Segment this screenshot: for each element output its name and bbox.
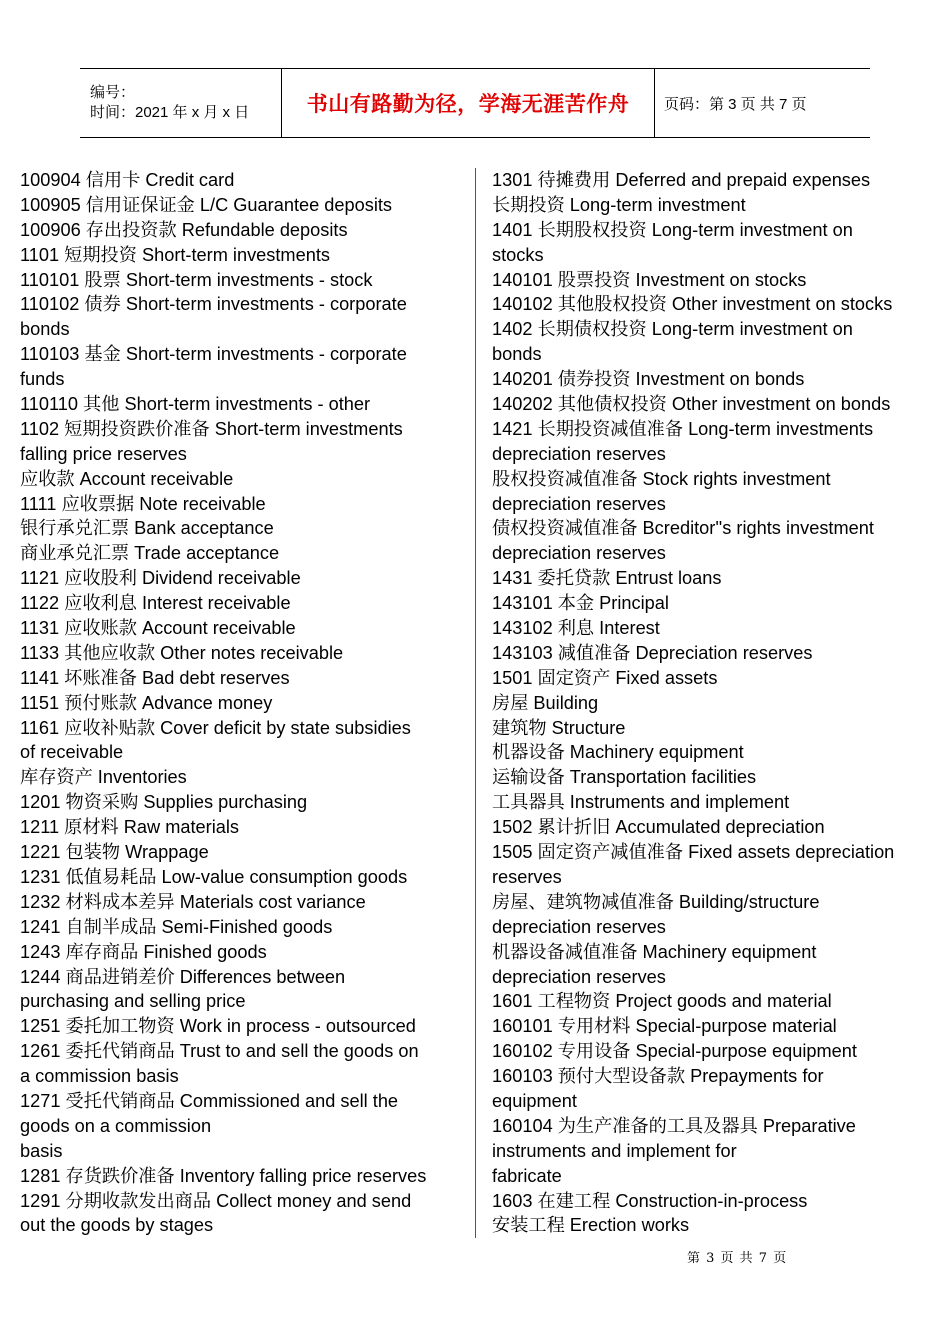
text-line: bonds [20,319,70,340]
text-line: 工具器具 Instruments and implement [492,792,790,813]
text-line: 房屋 Building [492,692,599,713]
text-line: 机器设备 Machinery equipment [492,742,744,763]
text-line: 1232 材料成本差异 Materials cost variance [20,891,366,912]
text-line: basis [20,1140,63,1161]
page-footer: 第 3 页 共 7 页 [687,1251,788,1266]
text-line: 140202 其他债权投资 Other investment on bonds [492,394,891,415]
text-line: 1401 长期股权投资 Long-term investment on [492,219,853,240]
text-line: 1402 长期债权投资 Long-term investment on [492,319,853,340]
text-line: 110103 基金 Short-term investments - corporate [20,344,407,365]
text-line: 股权投资减值准备 Stock rights investment [492,468,831,489]
text-line: 1243 库存商品 Finished goods [20,941,267,962]
text-line: 1431 委托贷款 Entrust loans [492,568,722,589]
text-line: 1603 在建工程 Construction-in-process [492,1190,808,1211]
column-divider [475,168,476,1238]
text-line: fabricate [492,1165,562,1186]
text-line: reserves [492,866,562,887]
text-line: 1201 物资采购 Supplies purchasing [20,792,308,813]
text-line: 1501 固定资产 Fixed assets [492,667,718,688]
text-line: 1101 短期投资 Short-term investments [20,244,330,265]
text-line: 143102 利息 Interest [492,618,660,639]
text-line: 1421 长期投资减值准备 Long-term investments [492,418,874,439]
text-line: 1281 存货跌价准备 Inventory falling price reserves [20,1165,427,1186]
text-line: 1122 应收利息 Interest receivable [20,593,291,614]
text-line: 1261 委托代销商品 Trust to and sell the goods on [20,1041,419,1062]
text-line: equipment [492,1090,577,1111]
document-date-label: 时间：2021 年 x 月 x 日 [90,104,250,121]
text-line: 100905 信用证保证金 L/C Guarantee deposits [20,194,393,215]
text-line: 1133 其他应收款 Other notes receivable [20,642,344,663]
text-line: 160101 专用材料 Special-purpose material [492,1016,837,1037]
text-line: bonds [492,344,542,365]
text-line: 140201 债券投资 Investment on bonds [492,369,805,390]
text-line: 1111 应收票据 Note receivable [20,493,266,514]
text-line: 160103 预付大型设备款 Prepayments for [492,1066,824,1087]
text-line: 160102 专用设备 Special-purpose equipment [492,1041,857,1062]
text-line: 商业承兑汇票 Trade acceptance [20,543,280,564]
left-column [20,168,465,1238]
text-line: 1102 短期投资跌价准备 Short-term investments [20,418,403,439]
text-line: 110101 股票 Short-term investments - stock [20,269,373,290]
text-line: depreciation reserves [492,966,666,987]
text-line: instruments and implement for [492,1140,737,1161]
text-line: 1244 商品进销差价 Differences between [20,966,346,987]
text-line: 1271 受托代销商品 Commissioned and sell the [20,1090,399,1111]
text-line: depreciation reserves [492,493,666,514]
text-line: stocks [492,244,544,265]
text-line: 安装工程 Erection works [492,1215,690,1236]
text-line: funds [20,369,65,390]
text-line: depreciation reserves [492,916,666,937]
text-line: falling price reserves [20,443,187,464]
text-line: of receivable [20,742,124,763]
text-line: 1121 应收股利 Dividend receivable [20,568,301,589]
page-header [80,68,870,138]
text-line: 运输设备 Transportation facilities [492,767,757,788]
text-line: 库存资产 Inventories [20,767,187,788]
text-line: 1161 应收补贴款 Cover deficit by state subsidies [20,717,411,738]
text-line: 1141 坏账准备 Bad debt reserves [20,667,290,688]
text-line: 1241 自制半成品 Semi-Finished goods [20,916,333,937]
text-line: out the goods by stages [20,1215,214,1236]
text-line: 银行承兑汇票 Bank acceptance [20,518,274,539]
text-line: 110102 债券 Short-term investments - corporate [20,294,407,315]
text-line: 长期投资 Long-term investment [492,194,746,215]
header-page-cell [655,69,870,137]
text-line: 建筑物 Structure [492,717,626,738]
text-line: 1221 包装物 Wrappage [20,842,209,863]
text-line: a commission basis [20,1066,179,1087]
text-line: 1502 累计折旧 Accumulated depreciation [492,817,825,838]
right-column [492,168,932,1238]
text-line: 1151 预付账款 Advance money [20,692,273,713]
text-line: 1231 低值易耗品 Low-value consumption goods [20,866,408,887]
text-line: 机器设备减值准备 Machinery equipment [492,941,817,962]
header-motto-cell [282,69,655,137]
text-line: 房屋、建筑物减值准备 Building/structure [492,891,820,912]
text-line: 160104 为生产准备的工具及器具 Preparative [492,1115,856,1136]
text-line: 110110 其他 Short-term investments - other [20,394,371,415]
text-line: 债权投资减值准备 Bcreditor''s rights investment [492,518,874,539]
text-line: purchasing and selling price [20,991,246,1012]
text-line: 143101 本金 Principal [492,593,669,614]
text-line: 1601 工程物资 Project goods and material [492,991,832,1012]
header-page-number: 页码：第 3 页 共 7 页 [664,95,807,113]
text-line: 143103 减值准备 Depreciation reserves [492,642,813,663]
text-line: 1291 分期收款发出商品 Collect money and send [20,1190,412,1211]
text-line: 140101 股票投资 Investment on stocks [492,269,807,290]
text-line: depreciation reserves [492,443,666,464]
text-line: 1131 应收账款 Account receivable [20,618,296,639]
header-meta [80,69,282,137]
text-line: 1505 固定资产减值准备 Fixed assets depreciation [492,842,895,863]
header-motto: 书山有路勤为径，学海无涯苦作舟 [306,91,630,116]
text-line: 1211 原材料 Raw materials [20,817,239,838]
text-line: 100904 信用卡 Credit card [20,170,235,190]
text-line: 应收款 Account receivable [20,468,234,489]
text-line: goods on a commission [20,1115,212,1136]
document-number-label: 编号： [90,84,136,101]
text-line: 1251 委托加工物资 Work in process - outsourced [20,1016,416,1037]
text-line: 140102 其他股权投资 Other investment on stocks [492,294,893,315]
text-line: 1301 待摊费用 Deferred and prepaid expenses [492,170,871,190]
text-line: 100906 存出投资款 Refundable deposits [20,219,348,240]
text-line: depreciation reserves [492,543,666,564]
